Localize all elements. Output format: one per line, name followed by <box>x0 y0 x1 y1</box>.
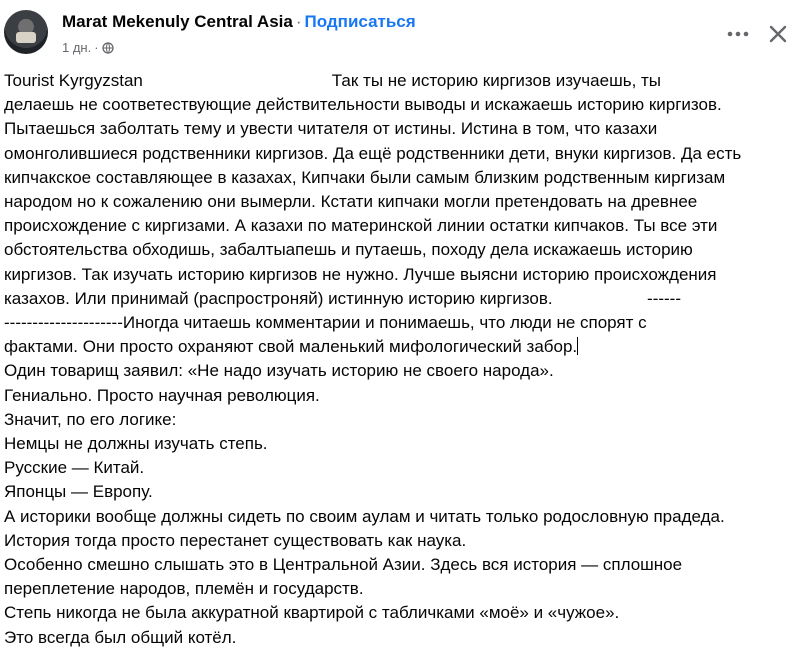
close-icon <box>768 24 788 44</box>
post-meta <box>62 40 114 56</box>
post-line: переплетение народов, племён и государств. <box>4 579 364 599</box>
close-button[interactable] <box>764 20 792 48</box>
post-line: Это всегда был общий котёл. <box>4 627 237 647</box>
post-line: Tourist Kyrgyzstan Так ты не историю киргизов изучаешь, ты <box>4 71 662 90</box>
post-line: ---------------------Иногда читаешь комментарии и понимаешь, что люди не спорят с <box>4 313 647 333</box>
post-line: Гениально. Просто научная революция. <box>4 385 320 405</box>
meta-separator: · <box>94 40 99 55</box>
text-cursor <box>577 337 578 355</box>
post-line: происхождение с киргизами. А казахи по материнской линии остатки кипчаков. Ты все эти <box>4 216 718 236</box>
post-text <box>4 69 800 650</box>
globe-icon <box>102 42 114 54</box>
author-name[interactable]: Marat Mekenuly Central Asia <box>62 12 293 31</box>
avatar-face-mask <box>16 32 36 43</box>
subscribe-button[interactable]: Подписаться <box>304 12 416 31</box>
post-line: кипчакское составляющее в казахах, Кипчаки были самым близким родственным киргизам <box>4 167 726 187</box>
post-line: обстоятельства обходишь, забалтыапешь и путаешь, походу дела искажаешь историю <box>4 240 693 260</box>
post-line: делаешь не соответествующие действительности выводы и искажаешь историю киргизов. <box>4 95 722 115</box>
post-line: киргизов. Так изучать историю киргизов не нужно. Лучше выясни историю происхождения <box>4 264 717 284</box>
avatar[interactable] <box>4 10 48 54</box>
post-line: Степь никогда не была аккуратной квартирой с табличками «моё» и «чужое». <box>4 603 620 623</box>
post-line: казахов. Или принимай (распростроняй) истинную историю киргизов. ------ <box>4 288 682 308</box>
post-line: Японцы — Европу. <box>4 482 153 502</box>
post-line: Немцы не должны изучать степь. <box>4 434 268 454</box>
post-line: Пытаешься заболтать тему и увести читателя от истины. Истина в том, что казахи <box>4 119 658 139</box>
post-header <box>0 0 800 66</box>
author-line <box>62 12 416 32</box>
separator-dot: · <box>295 12 302 31</box>
post-line <box>4 335 800 359</box>
post-line-text: фактами. Они просто охраняют свой маленький мифологический забор. <box>4 337 578 357</box>
post-line: Русские — Китай. <box>4 458 145 478</box>
post-line: народом но к сожалению они вымерли. Кстати кипчаки могли претендовать на древнее <box>4 192 698 212</box>
more-options-button[interactable] <box>724 20 752 48</box>
post-line: Значит, по его логике: <box>4 409 177 429</box>
post-line: омонголившиеся родственники киргизов. Да ещё родственники дети, внуки киргизов. Да есть <box>4 143 742 163</box>
post-line: А историки вообще должны сидеть по своим аулам и читать только родословную прадеда. <box>4 506 725 526</box>
post-time[interactable]: 1 дн. <box>62 40 92 55</box>
post-line: Особенно смешно слышать это в Центральной Азии. Здесь вся история — сплошное <box>4 555 683 575</box>
post-line: История тогда просто перестанет существовать как наука. <box>4 530 467 550</box>
post-line: Один товарищ заявил: «Не надо изучать историю не своего народа». <box>4 361 554 381</box>
more-options-icon <box>727 31 749 37</box>
